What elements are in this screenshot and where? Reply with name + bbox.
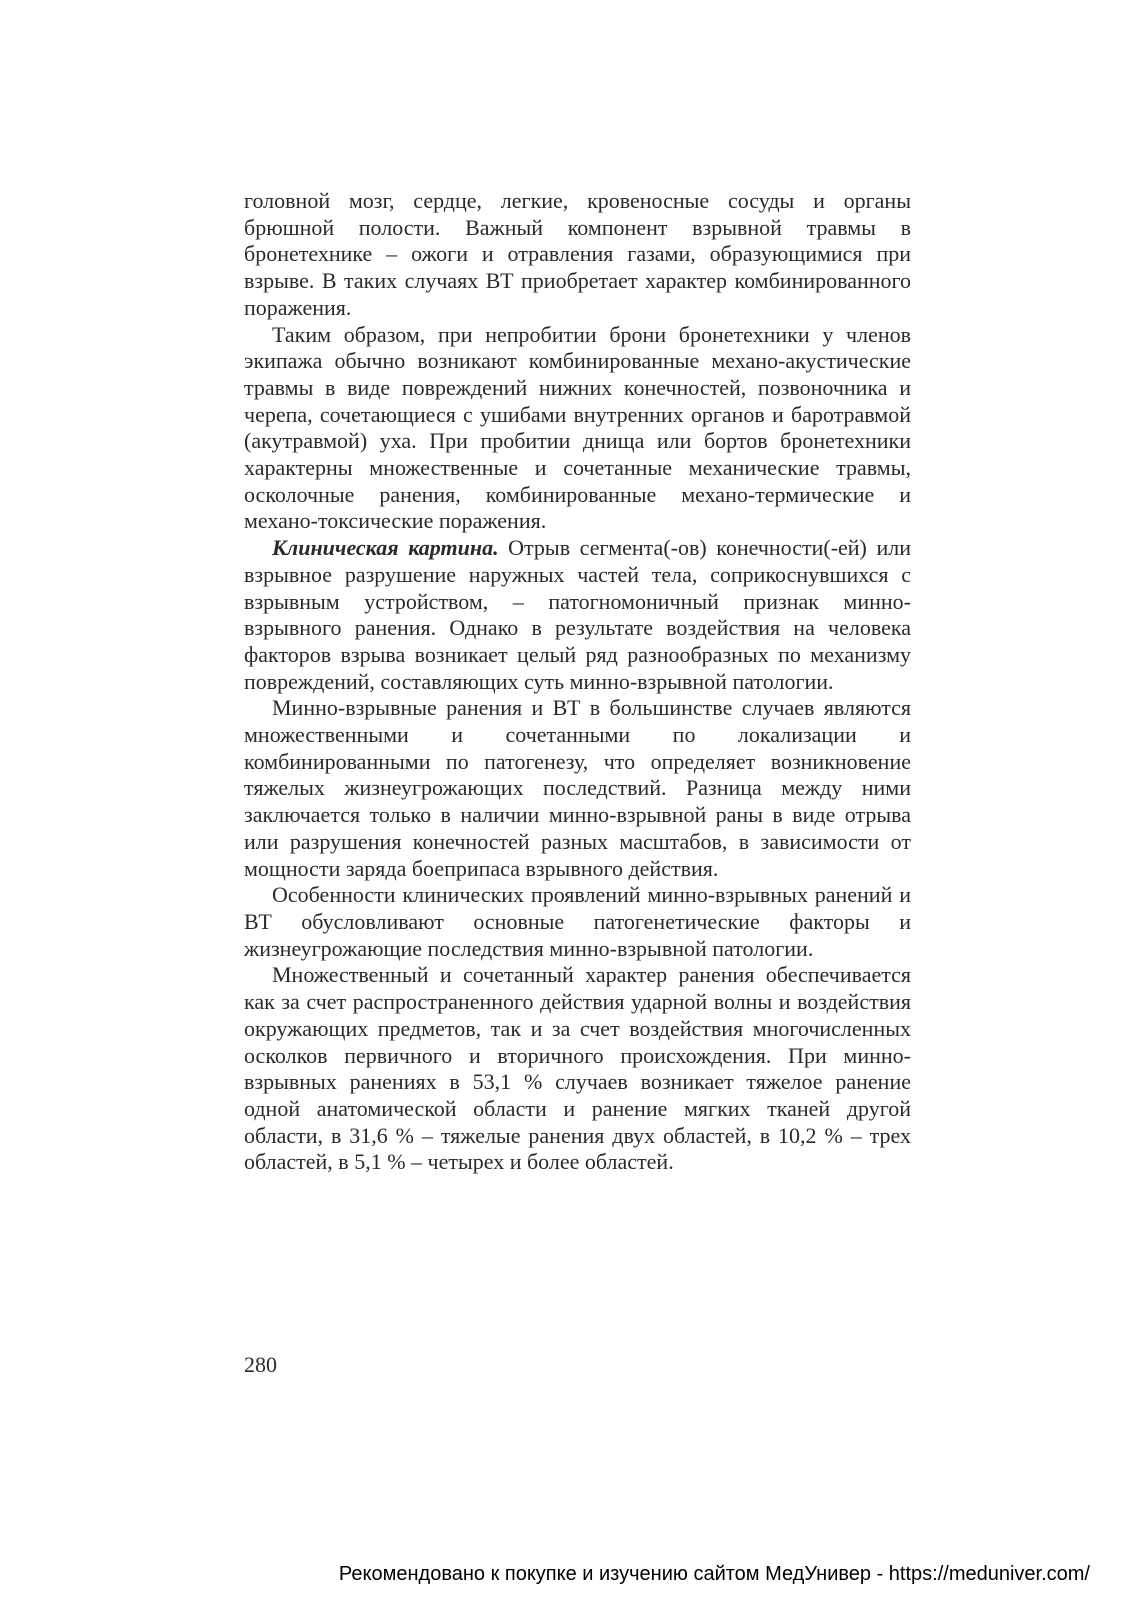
paragraph	[244, 882, 911, 962]
paragraph-lead-in: Клиническая картина.	[272, 535, 499, 561]
body-text	[244, 188, 911, 1176]
paragraph	[244, 535, 911, 695]
paragraph-text: Особенности клинических проявлений минно-взрывных ранений и ВТ обусловливают основные патогенетические факторы и жизнеугрожающие последствия минно-взрывной патологии.	[244, 882, 911, 961]
footer-recommendation: Рекомендовано к покупке и изучению сайтом МедУнивер - https://meduniver.com/	[338, 1563, 1090, 1585]
paragraph	[244, 188, 911, 322]
paragraph	[244, 322, 911, 536]
paragraph-text: Таким образом, при непробитии брони бронетехники у членов экипажа обычно возникают комбинированные механо-акустические травмы в виде повреждений нижних конечностей, позвоночника и черепа, сочетающиеся с ушибами внутренних органов и баротравмой (акутравмой) уха. При пробитии днища или бортов бронетехники характерны множественные и сочетанные механические травмы, осколочные ранения, комбинированные механо-термические и механо-токсические поражения.	[244, 321, 911, 534]
paragraph-text: головной мозг, сердце, легкие, кровеносные сосуды и органы брюшной полости. Важный компонент взрывной травмы в бронетехнике – ожоги и отравления газами, образующимися при взрыве. В таких случаях ВТ приобретает характер комбинированного поражения.	[244, 188, 911, 320]
paragraph-text: Множественный и сочетанный характер ранения обеспечивается как за счет распространенного действия ударной волны и воздействия окружающих предметов, так и за счет воздействия многочисленных осколков первичного и вторичного происхождения. При минно-взрывных ранениях в 53,1 % случаев возникает тяжелое ранение одной анатомической области и ранение мягких тканей другой области, в 31,6 % – тяжелые ранения двух областей, в 10,2 % – трех областей, в 5,1 % – четырех и более областей.	[244, 962, 911, 1175]
paragraph	[244, 695, 911, 882]
page-number: 280	[244, 1352, 277, 1377]
paragraph-text: Отрыв сегмента(-ов) конечности(-ей) или взрывное разрушение наружных частей тела, соприкоснувшихся с взрывным устройством, – патогномоничный признак минно-взрывного ранения. Однако в результате воздействия на человека факторов взрыва возникает целый ряд разнообразных по механизму повреждений, составляющих суть минно-взрывной патологии.	[244, 535, 911, 694]
paragraph-text: Минно-взрывные ранения и ВТ в большинстве случаев являются множественными и сочетанными по локализации и комбинированными по патогенезу, что определяет возникновение тяжелых жизнеугрожающих последствий. Разница между ними заключается только в наличии минно-взрывной раны в виде отрыва или разрушения конечностей разных масштабов, в зависимости от мощности заряда боеприпаса взрывного действия.	[244, 695, 911, 881]
paragraph	[244, 962, 911, 1176]
